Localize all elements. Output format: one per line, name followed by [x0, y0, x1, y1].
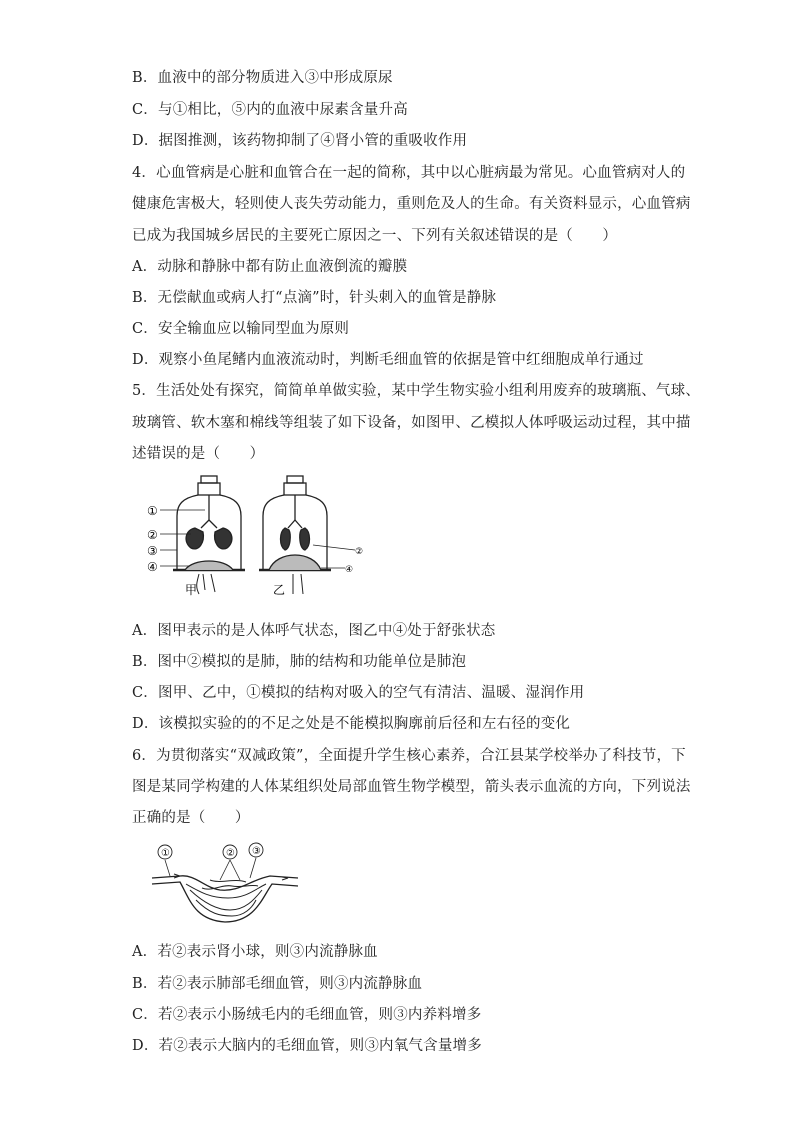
q6-stem-line-1: 6．为贯彻落实“双减政策”，全面提升学生核心素养，合江县某学校举办了科技节，下 — [132, 748, 686, 764]
label-4: ④ — [147, 560, 158, 574]
q4-stem-line-2: 健康危害极大，轻则使人丧失劳动能力，重则危及人的生命。有关资料显示，心血管病 — [132, 196, 691, 212]
fig2-label-1: ① — [161, 848, 170, 859]
fig2-label-2: ② — [226, 848, 235, 859]
q5-option-d: D．该模拟实验的的不足之处是不能模拟胸廓前后径和左右径的变化 — [132, 716, 571, 732]
label-right-4: ④ — [345, 565, 354, 575]
label-1: ① — [147, 504, 158, 518]
q6-stem-line-2: 图是某同学构建的人体某组织处局部血管生物学模型，箭头表示血流的方向，下列说法 — [132, 779, 691, 795]
q6-option-d: D．若②表示大脑内的毛细血管，则③内氧气含量增多 — [132, 1038, 482, 1054]
q5-stem-line-1: 5．生活处处有探究，简简单单做实验，某中学生物实验小组利用废弃的玻璃瓶、气球、 — [132, 383, 701, 399]
q6-option-b: B．若②表示肺部毛细血管，则③内流静脉血 — [132, 976, 423, 992]
caption-yi: 乙 — [273, 583, 286, 597]
bottle-jia — [173, 476, 245, 594]
q4-stem-line-1: 4．心血管病是心脏和血管合在一起的简称，其中以心脏病最为常见。心血管病对人的 — [132, 165, 686, 181]
q6-option-a: A．若②表示肾小球，则③内流静脉血 — [132, 944, 378, 960]
q3-option-b: B．血液中的部分物质进入③中形成原尿 — [132, 70, 393, 86]
label-right-2: ② — [355, 547, 364, 557]
capillary-model-figure — [150, 840, 300, 935]
q5-option-a: A．图甲表示的是人体呼气状态，图乙中④处于舒张状态 — [132, 623, 496, 639]
q5-stem-line-2: 玻璃管、软木塞和棉线等组装了如下设备，如图甲、乙模拟人体呼吸运动过程，其中描 — [132, 415, 691, 431]
q5-stem-line-3: 述错误的是（ ） — [132, 446, 265, 462]
q3-option-d: D．据图推测，该药物抑制了④肾小管的重吸收作用 — [132, 133, 468, 149]
q4-stem-line-3: 已成为我国城乡居民的主要死亡原因之一、下列有关叙述错误的是（ ） — [132, 228, 618, 244]
q6-option-c: C．若②表示小肠绒毛内的毛细血管，则③内养料增多 — [132, 1007, 482, 1023]
label-3: ③ — [147, 544, 158, 558]
q3-option-c: C．与①相比，⑤内的血液中尿素含量升高 — [132, 102, 408, 118]
q5-option-b: B．图中②模拟的是肺，肺的结构和功能单位是肺泡 — [132, 654, 467, 670]
label-2: ② — [147, 528, 158, 542]
bottle-yi — [259, 476, 355, 594]
q4-option-b: B．无偿献血或病人打“点滴”时，针头刺入的血管是静脉 — [132, 290, 497, 306]
q4-option-a: A．动脉和静脉中都有防止血液倒流的瓣膜 — [132, 259, 408, 275]
breathing-model-figure — [145, 470, 365, 605]
q6-stem-line-3: 正确的是（ ） — [132, 810, 250, 826]
q4-option-d: D．观察小鱼尾鳍内血液流动时，判断毛细血管的依据是管中红细胞成单行通过 — [132, 352, 644, 368]
q5-option-c: C．图甲、乙中，①模拟的结构对吸入的空气有清洁、温暖、湿润作用 — [132, 685, 585, 701]
fig2-label-3: ③ — [252, 846, 261, 857]
q4-option-c: C．安全输血应以输同型血为原则 — [132, 321, 350, 337]
caption-jia: 甲 — [185, 583, 198, 597]
